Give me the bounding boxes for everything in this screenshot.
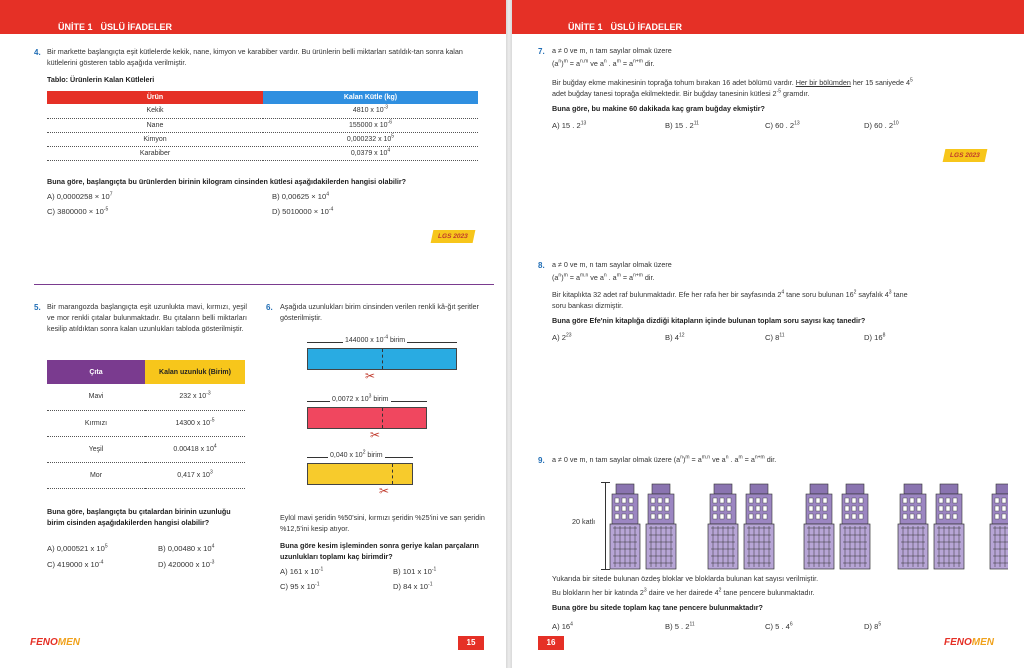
- unit-header: [562, 21, 688, 34]
- q5-text: Bir marangozda başlangıçta eşit uzunlukta mavi, kırmızı, yeşil ve mor renkli çıtalar bulunmaktadır. Bu çıtaların belli miktarları kesilip atıldıktan sonra kalan uzunlukları tabloda gösterilmiştir.: [47, 302, 247, 333]
- q4-table: [47, 91, 478, 161]
- height-label: 20 katlı: [572, 517, 596, 526]
- q5-question: Buna göre, başlangıçta bu çıtalardan birinin uzunluğu birim cisinden aşağıdakilerden hangisi olabilir?: [47, 507, 231, 527]
- q5-option-b[interactable]: B) 0,00480 x $10^4$: [158, 543, 215, 553]
- q4-text: Bir markette başlangıçta eşit kütlelerde kekik, nane, kimyon ve karabiber vardır. Bu ürünlerin belli miktarları satıldık-tan sonra kalan kütlelerini gösteren tablo aşağıda verilmiştir.: [47, 47, 463, 67]
- table-cell: Karabiber: [47, 146, 263, 160]
- building-block: [990, 484, 1008, 569]
- q6-option-c[interactable]: C) 95 x $10^{-1}$: [280, 581, 320, 591]
- table-cell: 232 x $10^{-3}$: [145, 384, 245, 410]
- q8-question: Buna göre Efe'nin kitaplığa dizdiği kitapların içinde bulunan toplam soru sayısı kaç tanedir?: [552, 316, 866, 325]
- lgs-badge: LGS 2023: [943, 149, 987, 162]
- building-block: [646, 484, 676, 569]
- strip-label: 0,040 x $10^2$ birim: [330, 449, 383, 459]
- q8-text: Bir kitaplıkta 32 adet raf bulunmaktadır. Efe her rafa her bir sayfasında $2^4$ tane soru bulunan $16^2$ sayfalık $4^3$ tane: [552, 289, 908, 299]
- q9-option-a[interactable]: A) $16^4$: [552, 621, 573, 631]
- q9-option-b[interactable]: B) 5 . $2^{11}$: [665, 621, 695, 631]
- right-page: [512, 0, 1024, 668]
- building-block: [610, 484, 640, 569]
- table-row: [47, 118, 478, 132]
- q7-option-c[interactable]: C) 60 . $2^{13}$: [765, 120, 800, 130]
- q5-option-d[interactable]: D) 420000 x $10^{-3}$: [158, 559, 215, 569]
- q4-option-b[interactable]: B) $0,00625 \times 10^4$: [272, 191, 330, 201]
- q8-option-a[interactable]: A) $2^{23}$: [552, 332, 572, 342]
- q9-given: a ≠ 0 ve m, n tam sayılar olmak üzere $(a^n)^m = a^{m.n}$ ve $a^n$ . $a^m = a^{n+m}$ dir.: [552, 454, 777, 464]
- table-cell: Yeşil: [47, 436, 145, 462]
- q9-option-d[interactable]: D) $8^5$: [864, 621, 882, 631]
- q6-number: 6.: [266, 303, 273, 312]
- q5-table-header: Çıta: [47, 360, 145, 384]
- building-block: [840, 484, 870, 569]
- q9-text: Yukarıda bir sitede bulunan özdeş bloklar ve bloklarda bulunan kat sayısı verilmiştir.: [552, 574, 819, 583]
- q6-note: Eylül mavi şeridin %50'sini, kırmızı şeridin %25'ini ve sarı şeridin %12,5'ini kesip atıyor.: [280, 513, 485, 533]
- q4-option-a[interactable]: A) $0,0000258 \times 10^7$: [47, 191, 113, 201]
- table-cell: Nane: [47, 118, 263, 132]
- q7-text: adet buğday tanesi toprağa ekilmektedir. Bir buğday tanesinin kütlesi $2^{-5}$ gramdır.: [552, 88, 810, 98]
- q7-option-d[interactable]: D) 60 . $2^{10}$: [864, 120, 899, 130]
- q5-table: [47, 360, 245, 489]
- q4-table-title: Tablo: Ürünlerin Kalan Kütleleri: [47, 75, 155, 84]
- q9-option-c[interactable]: C) 5 . $4^6$: [765, 621, 793, 631]
- q7-rule: $(a^n)^m = a^{n.m}$ ve $a^n$ . $a^m = a^{n+m}$ dir.: [552, 58, 655, 68]
- strip-label: 144000 x $10^{-4}$ birim: [345, 334, 406, 344]
- blue-strip: [307, 348, 457, 370]
- scissors-icon: ✂: [379, 484, 390, 498]
- unit-label: ÜNİTE 1: [568, 22, 603, 32]
- q6-option-d[interactable]: D) 84 x $10^{-1}$: [393, 581, 433, 591]
- table-row: [47, 384, 245, 410]
- q8-rule: $(a^n)^m = a^{m.n}$ ve $a^n$ . $a^m = a^{n+m}$ dir.: [552, 272, 655, 282]
- q9-text: Bu blokların her bir katında $2^3$ daire ve her dairede $4^2$ tane pencere bulunmaktadır.: [552, 587, 815, 597]
- unit-title: ÜSLÜ İFADELER: [610, 22, 683, 32]
- page-number: 15: [458, 636, 484, 650]
- q7-given: a ≠ 0 ve m, n tam sayılar olmak üzere: [552, 46, 672, 55]
- q4-table-header: Kalan Kütle (kg): [263, 91, 478, 104]
- strip-label: 0,0072 x $10^3$ birim: [332, 393, 389, 403]
- q5-option-c[interactable]: C) 419000 x $10^{-4}$: [47, 559, 104, 569]
- q4-table-header: Ürün: [47, 91, 263, 104]
- q9-question: Buna göre bu sitede toplam kaç tane pencere bulunmaktadır?: [552, 603, 763, 612]
- building-block: [898, 484, 928, 569]
- q4-question: Buna göre, başlangıçta bu ürünlerden birinin kilogram cinsinden kütlesi aşağıdakilerden hangisi olabilir?: [47, 177, 407, 186]
- q8-given: a ≠ 0 ve m, n tam sayılar olmak üzere: [552, 260, 672, 269]
- table-row: [47, 410, 245, 436]
- q4-option-d[interactable]: D) $5010000 \times 10^{-4}$: [272, 206, 334, 216]
- q7-question: Buna göre, bu makine 60 dakikada kaç gram buğday ekmiştir?: [552, 104, 765, 113]
- building-block: [708, 484, 738, 569]
- table-row: [47, 132, 478, 146]
- buildings-illustration: [608, 478, 1008, 573]
- q8-option-b[interactable]: B) $4^{12}$: [665, 332, 685, 342]
- q8-text: soru bankası dizmiştir.: [552, 301, 624, 310]
- q8-option-d[interactable]: D) $16^8$: [864, 332, 886, 342]
- q9-number: 9.: [538, 456, 545, 465]
- publisher-logo: FENOMEN: [944, 637, 995, 648]
- table-cell: 4810 x $10^{-3}$: [263, 104, 478, 118]
- table-cell: 0.00418 x $10^4$: [145, 436, 245, 462]
- section-divider: [34, 284, 494, 285]
- q8-option-c[interactable]: C) $8^{11}$: [765, 332, 785, 342]
- lgs-badge: LGS 2023: [431, 230, 475, 243]
- left-page: [0, 0, 506, 668]
- table-row: [47, 104, 478, 118]
- q5-option-a[interactable]: A) 0,000521 x $10^5$: [47, 543, 108, 553]
- q4-number: 4.: [34, 48, 41, 57]
- table-row: [47, 146, 478, 160]
- table-cell: 0,417 x $10^3$: [145, 462, 245, 488]
- table-cell: 14300 x $10^{-5}$: [145, 410, 245, 436]
- yellow-strip: [307, 463, 413, 485]
- q6-option-b[interactable]: B) 101 x $10^{-1}$: [393, 566, 437, 576]
- q6-text: Aşağıda uzunlukları birim cinsinden verilen renkli kâ-ğıt şeritler gösterilmiştir.: [280, 302, 479, 322]
- q7-option-b[interactable]: B) 15 . $2^{11}$: [665, 120, 699, 130]
- page-number: 16: [538, 636, 564, 650]
- table-cell: Kırmızı: [47, 410, 145, 436]
- building-block: [804, 484, 834, 569]
- table-row: [47, 436, 245, 462]
- table-cell: 155000 x $10^{-6}$: [263, 118, 478, 132]
- q6-option-a[interactable]: A) 161 x $10^{-1}$: [280, 566, 324, 576]
- height-marker: [605, 482, 606, 569]
- building-block: [934, 484, 964, 569]
- table-row: [47, 462, 245, 488]
- table-cell: Kekik: [47, 104, 263, 118]
- scissors-icon: ✂: [370, 428, 381, 442]
- q5-number: 5.: [34, 303, 41, 312]
- q6-question: Buna göre kesim işleminden sonra geriye kalan parçaların uzunlukları toplamı kaç birimdir?: [280, 541, 479, 561]
- scissors-icon: ✂: [365, 369, 376, 383]
- q7-option-a[interactable]: A) 15 . $2^{13}$: [552, 120, 587, 130]
- table-cell: Mor: [47, 462, 145, 488]
- unit-header: [52, 21, 178, 34]
- unit-label: ÜNİTE 1: [58, 22, 93, 32]
- table-cell: Mavi: [47, 384, 145, 410]
- table-cell: 0,000232 x $10^5$: [263, 132, 478, 146]
- q8-number: 8.: [538, 261, 545, 270]
- table-cell: 0,0379 x $10^4$: [263, 146, 478, 160]
- q5-table-header: Kalan uzunluk (Birim): [145, 360, 245, 384]
- red-strip: [307, 407, 427, 429]
- q4-option-c[interactable]: C) $3800000 \times 10^{-5}$: [47, 206, 109, 216]
- q7-number: 7.: [538, 47, 545, 56]
- q7-text: Bir buğday ekme makinesinin toprağa tohum bırakan 16 adet bölümü vardır. Her bir bölümden her 15 saniyede $4^5$: [552, 77, 913, 87]
- unit-title: ÜSLÜ İFADELER: [100, 22, 173, 32]
- building-block: [744, 484, 774, 569]
- table-cell: Kimyon: [47, 132, 263, 146]
- publisher-logo: FENOMEN: [30, 637, 81, 648]
